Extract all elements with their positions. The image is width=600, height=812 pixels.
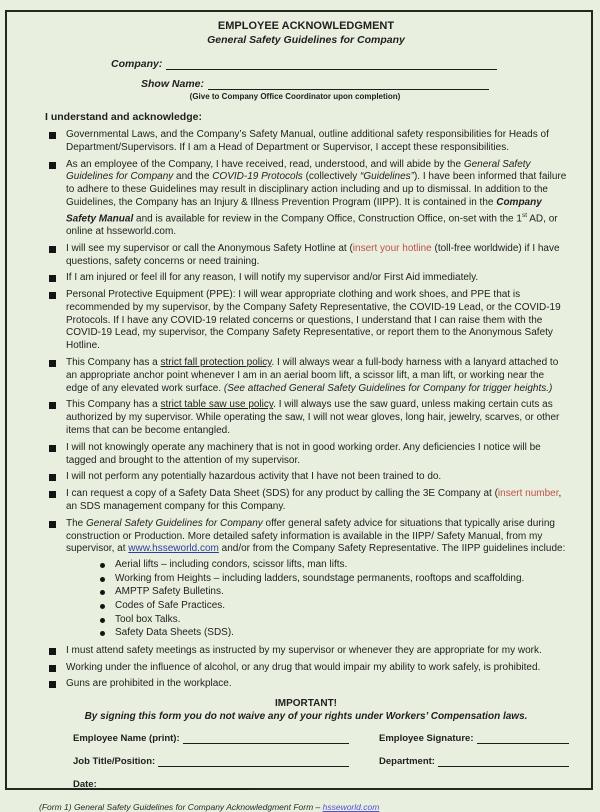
footer-link[interactable]: hsseworld.com [322, 802, 380, 812]
footer-text: (Form 1) General Safety Guidelines for Company Acknowledgment Form – [39, 802, 323, 812]
form-page [5, 10, 593, 812]
acknowledgment-item [45, 357, 567, 395]
circle-bullet-icon [100, 590, 105, 595]
acknowledgment-list [45, 129, 567, 691]
acknowledgment-item-text: Guns are prohibited in the workplace. [66, 678, 232, 690]
important-title: IMPORTANT! [274, 698, 338, 710]
signature-section [73, 733, 569, 790]
square-bullet-icon [49, 681, 56, 688]
iipp-guideline-item: AMPTP Safety Bulletins. [100, 586, 567, 599]
circle-bullet-icon [100, 618, 105, 623]
acknowledgment-item-text: As an employee of the Company, I have received, read, understood, and will abide by the General Safety Guidelines for Company and the COVID-19 Protocols (collectively “Guidelines”). I have been informed that failure to adhere to these Guidelines may result in disciplinary action including and up to dismissal. In addition to the Guidelines, the Company has an Injury & Illness Prevention Program (IIPP). It is contained in the Company Safety Manual and is available for review in the Company Office, Construction Office, on-set with the 1st AD, or online at hsseworld.com. [66, 158, 567, 237]
square-bullet-icon [49, 445, 56, 452]
important-block [45, 698, 567, 722]
iipp-guideline-item: Working from Heights – including ladders, soundstage permanents, rooftops and scaffolding. [100, 573, 567, 586]
square-bullet-icon [49, 402, 56, 409]
department-label: Department: [379, 756, 435, 768]
iipp-guideline-item: Tool box Talks. [100, 614, 567, 627]
acknowledgment-item [45, 645, 567, 658]
show-name-caption: (Give to Company Office Coordinator upon completion) [189, 92, 401, 101]
acknowledgment-item-text: I can request a copy of a Safety Data Sheet (SDS) for any product by calling the 3E Company at (insert number, an SDS management company for this Company. [66, 488, 562, 513]
square-bullet-icon [49, 648, 56, 655]
square-bullet-icon [49, 474, 56, 481]
show-name-input-line[interactable] [208, 78, 489, 90]
important-note: By signing this form you do not waive any of your rights under Workers’ Compensation laws. [84, 711, 528, 723]
square-bullet-icon [49, 275, 56, 282]
acknowledgment-item-text: This Company has a strict table saw use policy. I will always use the saw guard, unless making certain cuts as authorized by my supervisor. While operating the saw, I will not wear gloves, long hair, jewelry, scarves, or other items that can be become entangled. [66, 399, 560, 437]
department-input-line[interactable] [438, 756, 569, 767]
circle-bullet-icon [100, 577, 105, 582]
square-bullet-icon [49, 246, 56, 253]
iipp-guideline-item: Safety Data Sheets (SDS). [100, 627, 567, 640]
acknowledgment-item [45, 442, 567, 468]
acknowledgment-item [45, 488, 567, 514]
acknowledgment-item [45, 129, 567, 155]
circle-bullet-icon [100, 631, 105, 636]
acknowledgment-item [45, 272, 567, 285]
square-bullet-icon [49, 491, 56, 498]
employee-signature-input-line[interactable] [477, 733, 570, 744]
acknowledgment-item-text: I will see my supervisor or call the Anonymous Safety Hotline at (insert your hotline (toll-free worldwide) if I have questions, safety concerns or need training. [66, 242, 560, 267]
acknowledgment-item-text: I will not knowingly operate any machinery that is not in good working order. Any deficiencies I notice will be tagged and brought to the attention of my supervisor. [66, 441, 541, 466]
acknowledgment-item [45, 518, 567, 641]
employee-signature-label: Employee Signature: [379, 733, 474, 745]
acknowledgment-item [45, 399, 567, 437]
circle-bullet-icon [100, 563, 105, 568]
square-bullet-icon [49, 360, 56, 367]
acknowledgment-item [45, 289, 567, 353]
employee-name-label: Employee Name (print): [73, 733, 180, 745]
square-bullet-icon [49, 292, 56, 299]
acknowledgment-item-text: I will not perform any potentially hazardous activity that I have not been trained to do. [66, 471, 442, 483]
form-footer [39, 802, 567, 812]
acknowledgment-heading: I understand and acknowledge: [45, 111, 202, 123]
page-title: EMPLOYEE ACKNOWLEDGMENT [217, 20, 395, 32]
acknowledgment-item-text: The General Safety Guidelines for Company offer general safety advice for situations that typically arise during construction or Production. More detailed safety information is available in the IIPP/ Safety Manual, from my supervisor, at www.hsseworld.com and/or from the Company Safety Representative. The IIPP guidelines include: Aerial lifts – including condors, scissor lifts, man lifts. Working from Heights – including ladders, soundstage permanents, rooftops and scaffolding. AMPTP Safety Bulletins. Codes of Safe Practices. Tool box Talks. Safety Data Sheets (SDS). [66, 517, 566, 639]
acknowledgment-item-text: If I am injured or feel ill for any reason, I will notify my supervisor and/or First Aid immediately. [66, 272, 479, 284]
acknowledgment-item [45, 662, 567, 675]
acknowledgment-item-text: Personal Protective Equipment (PPE): I will wear appropriate clothing and work shoes, and PPE that is recommended by my supervisor, by the Company Safety Representative, the COVID-19 Lead, or the COVID-19 Protocols. If I have any COVID-19 related concerns or questions, I understand that I can raise them with the COVID-19 Lead, my supervisor, the Company Safety Representative, or report them to the Anonymous Safety Hotline. [66, 289, 561, 352]
employee-name-input-line[interactable] [183, 733, 349, 744]
iipp-guidelines-sublist [100, 559, 567, 640]
acknowledgment-item-text: Working under the influence of alcohol, or any drug that would impair my ability to work safely, is prohibited. [66, 661, 541, 673]
acknowledgment-item [45, 471, 567, 484]
show-name-label: Show Name: [141, 78, 205, 90]
square-bullet-icon [49, 665, 56, 672]
page-subtitle: General Safety Guidelines for Company [207, 34, 405, 46]
show-name-field-row [141, 78, 489, 90]
company-field-row [111, 58, 497, 70]
acknowledgment-item [45, 159, 567, 239]
date-label: Date: [73, 779, 97, 791]
company-input-line[interactable] [166, 58, 497, 70]
square-bullet-icon [49, 521, 56, 528]
iipp-guideline-item: Codes of Safe Practices. [100, 600, 567, 613]
acknowledgment-item [45, 678, 567, 691]
square-bullet-icon [49, 132, 56, 139]
date-input-line[interactable] [100, 779, 250, 790]
acknowledgment-item [45, 243, 567, 269]
job-title-input-line[interactable] [158, 756, 349, 767]
inline-link[interactable]: www.hsseworld.com [128, 543, 219, 555]
job-title-label: Job Title/Position: [73, 756, 156, 768]
square-bullet-icon [49, 162, 56, 169]
circle-bullet-icon [100, 604, 105, 609]
iipp-guideline-item: Aerial lifts – including condors, scissor lifts, man lifts. [100, 559, 567, 572]
acknowledgment-item-text: Governmental Laws, and the Company’s Safety Manual, outline additional safety responsibilities for Heads of Department/Supervisors. If I am a Head of Department or Supervisor, I accept these responsibilities. [66, 129, 549, 153]
company-label: Company: [111, 58, 163, 70]
acknowledgment-item-text: This Company has a strict fall protection policy. I will always wear a full-body harness with a lanyard attached to an appropriate anchor point whenever I am in an aerial boom lift, a scissor lift, a man lift, or working near the edge of any elevated work surface. (See attached General Safety Guidelines for Company for trigger heights.) [66, 357, 559, 394]
acknowledgment-item-text: I must attend safety meetings as instructed by my supervisor or whenever they are appropriate for my work. [66, 644, 542, 656]
